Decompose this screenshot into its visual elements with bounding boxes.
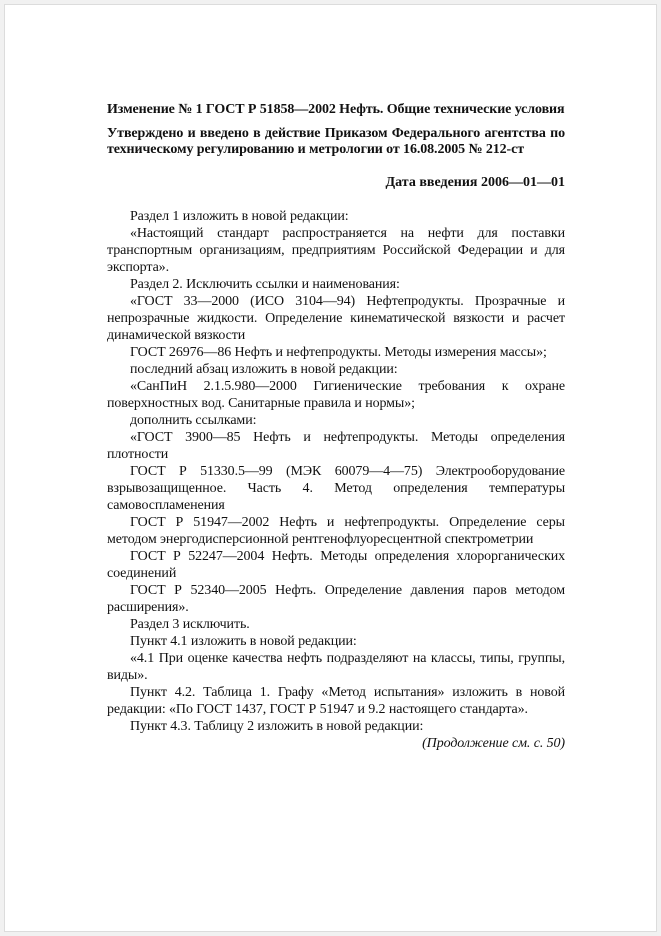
document-page (4, 4, 657, 932)
paragraph: Раздел 1 изложить в новой редакции: (130, 209, 349, 224)
paragraph: «ГОСТ 33—2000 (ИСО 3104—94) Нефтепродукты. Прозрачные и непрозрачные жидкости. Определение кинематической вязкости и расчет динамической вязкости (107, 294, 565, 343)
paragraph: Раздел 3 исключить. (130, 617, 250, 632)
paragraph: ГОСТ Р 52340—2005 Нефть. Определение давления паров методом расширения». (107, 583, 565, 615)
paragraph: ГОСТ Р 51330.5—99 (МЭК 60079—4—75) Электрооборудование взрывозащищенное. Часть 4. Метод определения температуры самовоспламенения (107, 464, 565, 513)
paragraph: ГОСТ 26976—86 Нефть и нефтепродукты. Методы измерения массы»; (130, 345, 547, 360)
paragraph: «4.1 При оценке качества нефть подразделяют на классы, типы, группы, виды». (107, 651, 565, 683)
continuation-note: (Продолжение см. с. 50) (422, 736, 565, 751)
paragraph: «Настоящий стандарт распространяется на нефти для поставки транспортным организациям, предприятиям Российской Федерации и для экспорта». (107, 226, 565, 275)
paragraph: Пункт 4.2. Таблица 1. Графу «Метод испытания» изложить в новой редакции: «По ГОСТ 1437, ГОСТ Р 51947 и 9.2 настоящего стандарта». (107, 685, 565, 717)
paragraph: ГОСТ Р 51947—2002 Нефть и нефтепродукты. Определение серы методом энергодисперсионной рентгенофлуоресцентной спектрометрии (107, 515, 565, 547)
paragraph: дополнить ссылками: (130, 413, 257, 428)
document-title: Изменение № 1 ГОСТ Р 51858—2002 Нефть. Общие технические условия (107, 102, 565, 117)
paragraph: Пункт 4.1 изложить в новой редакции: (130, 634, 357, 649)
approval-statement: Утверждено и введено в действие Приказом Федерального агентства по техническому регулированию и метрологии от 16.08.2005 № 212-ст (107, 126, 565, 157)
paragraph: Пункт 4.3. Таблицу 2 изложить в новой редакции: (130, 719, 424, 734)
paragraph: «ГОСТ 3900—85 Нефть и нефтепродукты. Методы определения плотности (107, 430, 565, 462)
paragraph: Раздел 2. Исключить ссылки и наименования: (130, 277, 400, 292)
paragraph: ГОСТ Р 52247—2004 Нефть. Методы определения хлорорганических соединений (107, 549, 565, 581)
paragraph: «СанПиН 2.1.5.980—2000 Гигиенические требования к охране поверхностных вод. Санитарные правила и нормы»; (107, 379, 565, 411)
document-content (107, 102, 565, 752)
paragraph: последний абзац изложить в новой редакции: (130, 362, 398, 377)
amendment-body (107, 208, 565, 752)
effective-date: Дата введения 2006—01—01 (385, 175, 565, 190)
